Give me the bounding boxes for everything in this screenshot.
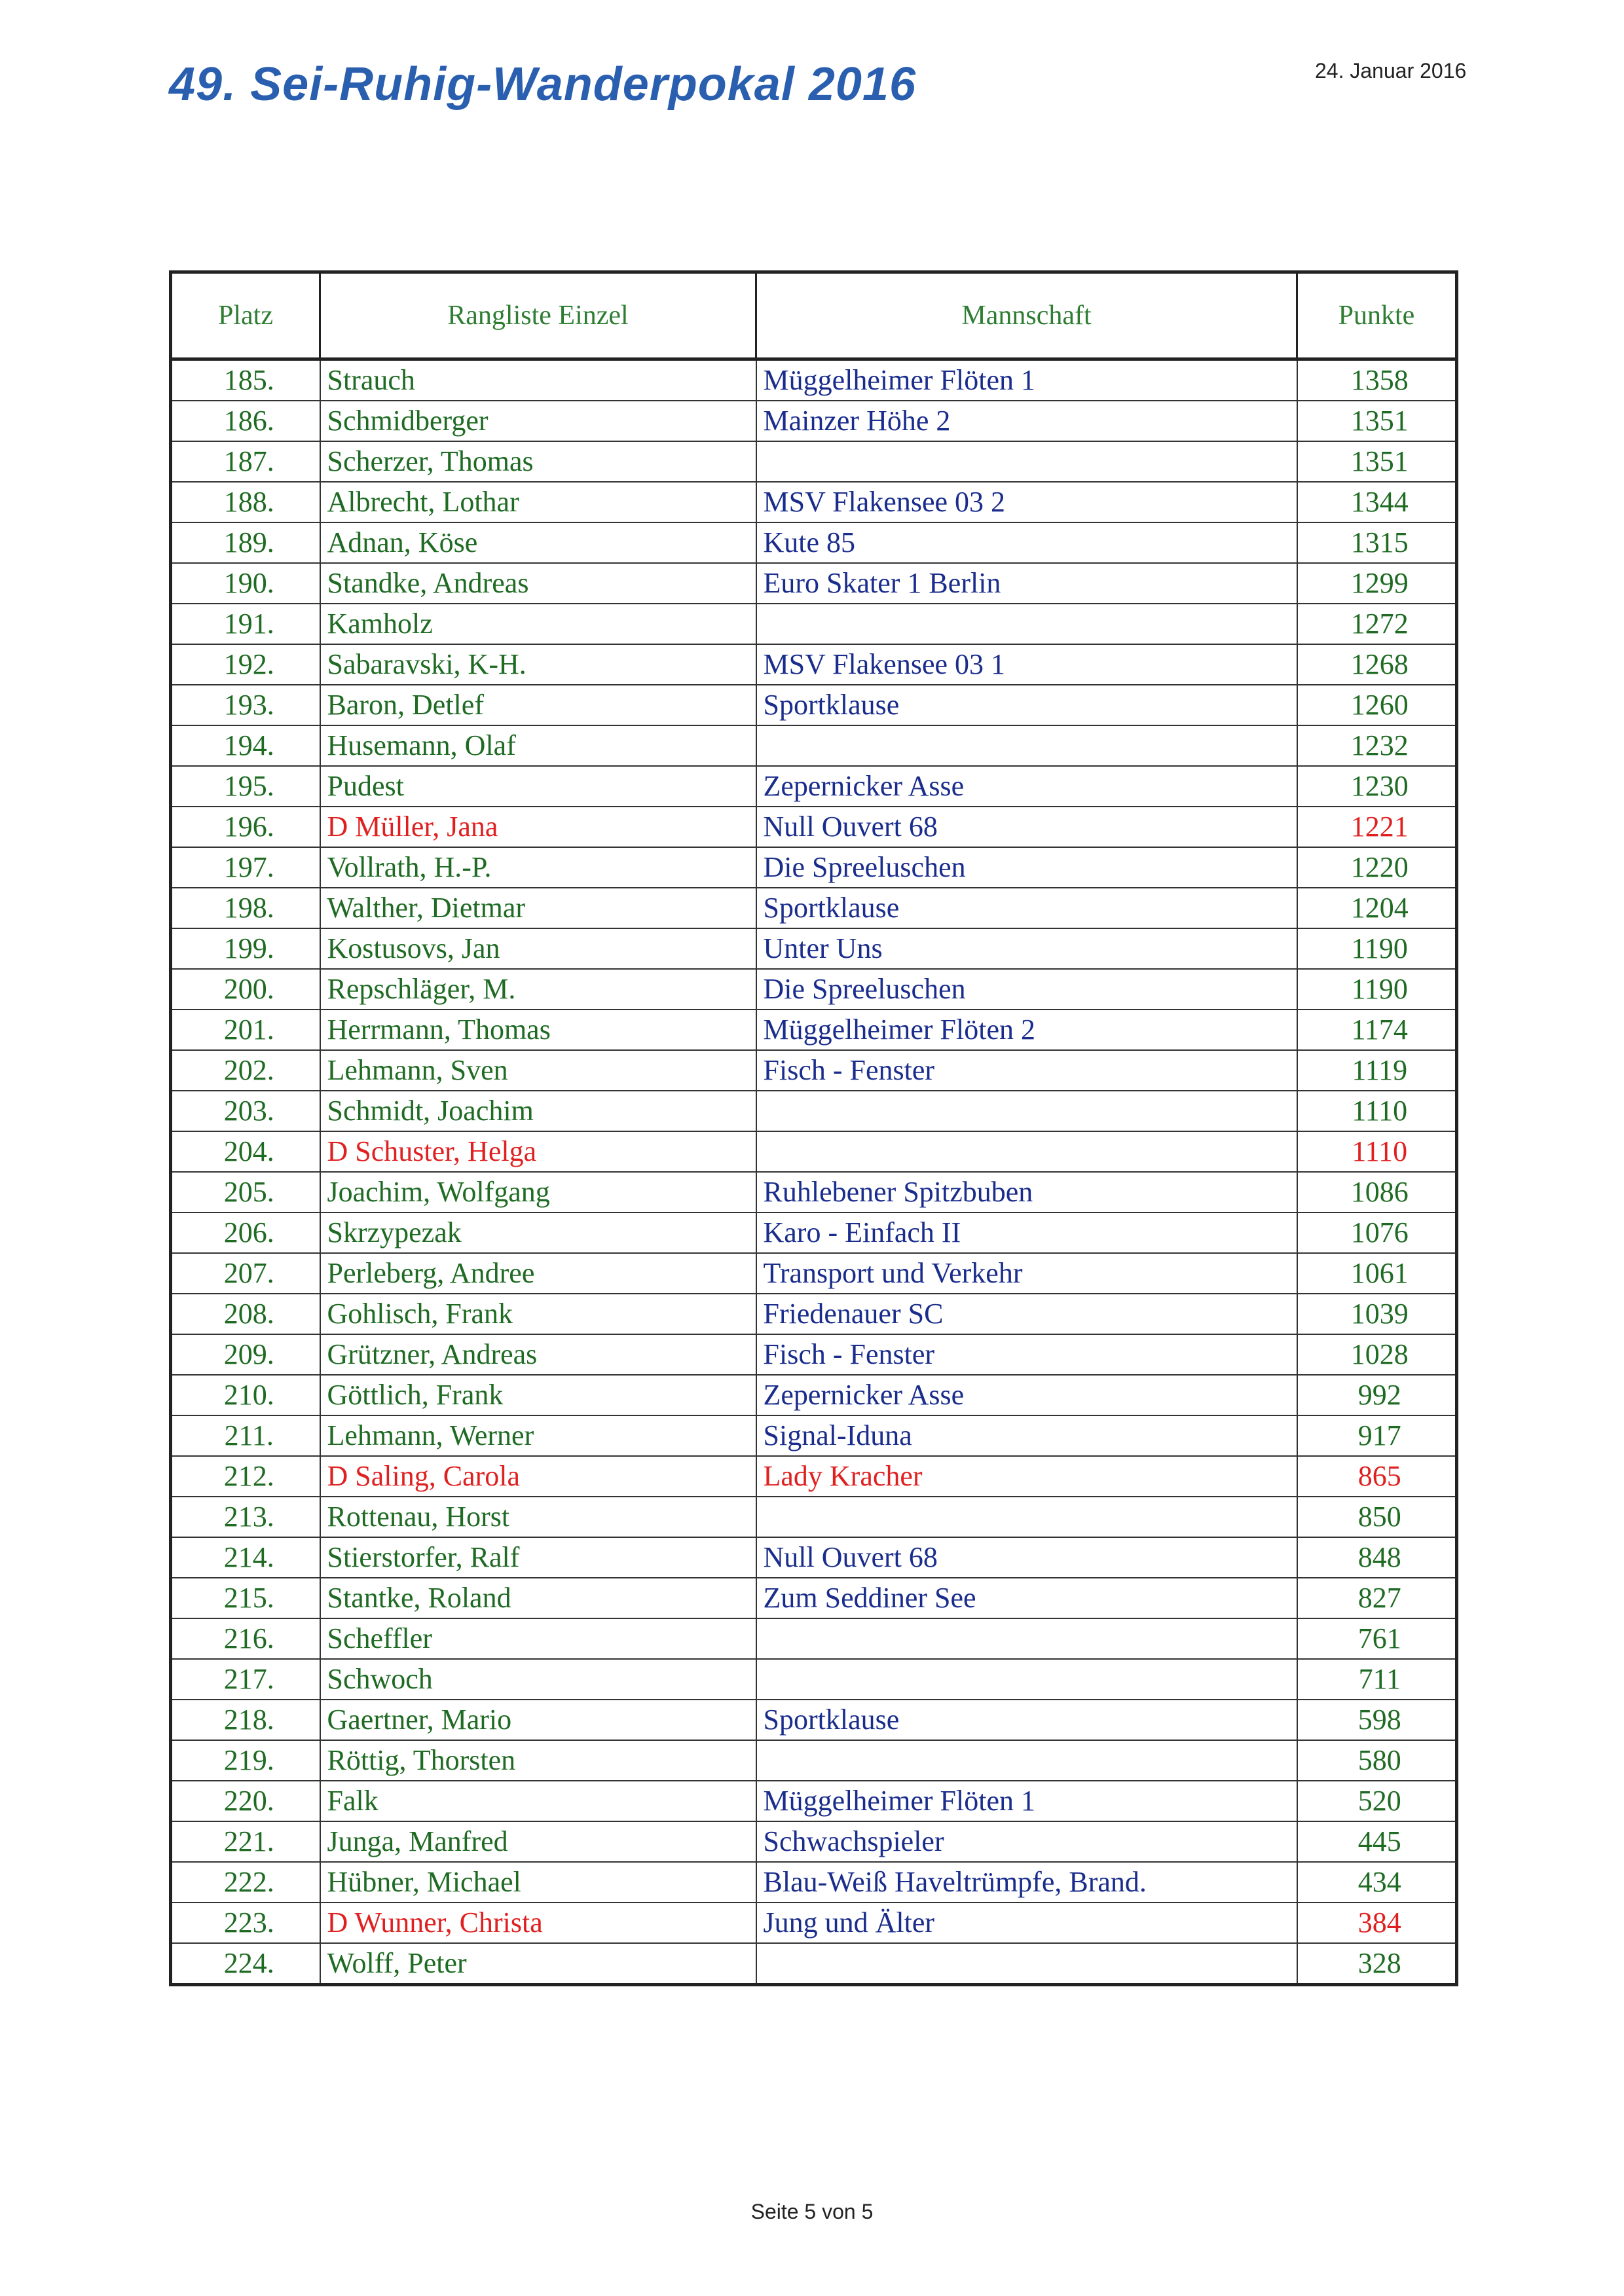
rank-cell: 215. <box>171 1578 320 1618</box>
points-cell: 434 <box>1297 1862 1457 1903</box>
rank-cell: 211. <box>171 1415 320 1456</box>
player-name-cell: Stantke, Roland <box>320 1578 756 1618</box>
rank-cell: 190. <box>171 563 320 604</box>
points-cell: 1061 <box>1297 1253 1457 1294</box>
player-name-cell: Röttig, Thorsten <box>320 1740 756 1781</box>
player-name-cell: Stierstorfer, Ralf <box>320 1537 756 1578</box>
points-cell: 1268 <box>1297 644 1457 685</box>
table-row <box>171 1212 1457 1253</box>
points-cell: 1110 <box>1297 1091 1457 1131</box>
player-name-cell: Gaertner, Mario <box>320 1700 756 1740</box>
column-header-punkte: Punkte <box>1297 272 1457 359</box>
rank-cell: 196. <box>171 807 320 847</box>
rank-cell: 186. <box>171 401 320 441</box>
rank-cell: 192. <box>171 644 320 685</box>
team-cell: Fisch - Fenster <box>756 1050 1297 1091</box>
points-cell: 1358 <box>1297 359 1457 401</box>
rank-cell: 194. <box>171 725 320 766</box>
table-row <box>171 359 1457 401</box>
column-header-rangliste: Rangliste Einzel <box>320 272 756 359</box>
points-cell: 1315 <box>1297 522 1457 563</box>
rank-cell: 202. <box>171 1050 320 1091</box>
team-cell <box>756 1659 1297 1700</box>
team-cell: Die Spreeluschen <box>756 847 1297 888</box>
table-row <box>171 1456 1457 1497</box>
player-name-cell: Hübner, Michael <box>320 1862 756 1903</box>
player-name-cell: D Schuster, Helga <box>320 1131 756 1172</box>
rank-cell: 222. <box>171 1862 320 1903</box>
player-name-cell: Adnan, Köse <box>320 522 756 563</box>
points-cell: 1351 <box>1297 441 1457 482</box>
player-name-cell: D Wunner, Christa <box>320 1903 756 1943</box>
points-cell: 865 <box>1297 1456 1457 1497</box>
team-cell: Zepernicker Asse <box>756 766 1297 807</box>
player-name-cell: Walther, Dietmar <box>320 888 756 928</box>
team-cell: Zum Seddiner See <box>756 1578 1297 1618</box>
team-cell: Müggelheimer Flöten 2 <box>756 1010 1297 1050</box>
table-header-row <box>171 272 1457 359</box>
table-row <box>171 441 1457 482</box>
player-name-cell: Husemann, Olaf <box>320 725 756 766</box>
table-row <box>171 1781 1457 1821</box>
player-name-cell: Wolff, Peter <box>320 1943 756 1985</box>
team-cell: MSV Flakensee 03 2 <box>756 482 1297 522</box>
player-name-cell: Schmidt, Joachim <box>320 1091 756 1131</box>
page-title: 49. Sei-Ruhig-Wanderpokal 2016 <box>169 58 917 111</box>
player-name-cell: Sabaravski, K-H. <box>320 644 756 685</box>
points-cell: 1086 <box>1297 1172 1457 1212</box>
team-cell <box>756 1618 1297 1659</box>
rank-cell: 204. <box>171 1131 320 1172</box>
team-cell <box>756 604 1297 644</box>
column-header-platz: Platz <box>171 272 320 359</box>
rank-cell: 198. <box>171 888 320 928</box>
rank-cell: 206. <box>171 1212 320 1253</box>
table-row <box>171 1537 1457 1578</box>
rank-cell: 216. <box>171 1618 320 1659</box>
player-name-cell: Junga, Manfred <box>320 1821 756 1862</box>
table-row <box>171 847 1457 888</box>
rank-cell: 213. <box>171 1497 320 1537</box>
points-cell: 1204 <box>1297 888 1457 928</box>
points-cell: 328 <box>1297 1943 1457 1985</box>
player-name-cell: Baron, Detlef <box>320 685 756 725</box>
table-row <box>171 1659 1457 1700</box>
player-name-cell: Schwoch <box>320 1659 756 1700</box>
rank-cell: 219. <box>171 1740 320 1781</box>
points-cell: 1028 <box>1297 1334 1457 1375</box>
table-row <box>171 1862 1457 1903</box>
team-cell: Transport und Verkehr <box>756 1253 1297 1294</box>
team-cell: Müggelheimer Flöten 1 <box>756 1781 1297 1821</box>
table-body <box>171 359 1457 1985</box>
rank-cell: 214. <box>171 1537 320 1578</box>
player-name-cell: Gohlisch, Frank <box>320 1294 756 1334</box>
table-row <box>171 1294 1457 1334</box>
table-row <box>171 1091 1457 1131</box>
table-row <box>171 1010 1457 1050</box>
player-name-cell: Falk <box>320 1781 756 1821</box>
table-row <box>171 1050 1457 1091</box>
player-name-cell: Scherzer, Thomas <box>320 441 756 482</box>
team-cell <box>756 1091 1297 1131</box>
team-cell <box>756 441 1297 482</box>
points-cell: 1351 <box>1297 401 1457 441</box>
team-cell: Sportklause <box>756 888 1297 928</box>
table-row <box>171 1943 1457 1985</box>
rank-cell: 218. <box>171 1700 320 1740</box>
table-row <box>171 604 1457 644</box>
table-row <box>171 1131 1457 1172</box>
points-cell: 848 <box>1297 1537 1457 1578</box>
points-cell: 1344 <box>1297 482 1457 522</box>
player-name-cell: Vollrath, H.-P. <box>320 847 756 888</box>
team-cell: Jung und Älter <box>756 1903 1297 1943</box>
rank-cell: 210. <box>171 1375 320 1415</box>
points-cell: 1220 <box>1297 847 1457 888</box>
table-row <box>171 1618 1457 1659</box>
points-cell: 1272 <box>1297 604 1457 644</box>
team-cell <box>756 1497 1297 1537</box>
team-cell: Mainzer Höhe 2 <box>756 401 1297 441</box>
team-cell <box>756 1131 1297 1172</box>
table-row <box>171 644 1457 685</box>
rank-cell: 221. <box>171 1821 320 1862</box>
points-cell: 1190 <box>1297 928 1457 969</box>
page-number: Seite 5 von 5 <box>750 2200 874 2223</box>
table-row <box>171 1415 1457 1456</box>
table-row <box>171 1700 1457 1740</box>
column-header-mannschaft: Mannschaft <box>756 272 1297 359</box>
rank-cell: 187. <box>171 441 320 482</box>
rank-cell: 212. <box>171 1456 320 1497</box>
team-cell: Signal-Iduna <box>756 1415 1297 1456</box>
table-row <box>171 766 1457 807</box>
rank-cell: 209. <box>171 1334 320 1375</box>
points-cell: 384 <box>1297 1903 1457 1943</box>
points-cell: 850 <box>1297 1497 1457 1537</box>
team-cell: Müggelheimer Flöten 1 <box>756 359 1297 401</box>
team-cell: Ruhlebener Spitzbuben <box>756 1172 1297 1212</box>
table-row <box>171 1334 1457 1375</box>
rank-cell: 205. <box>171 1172 320 1212</box>
rank-cell: 201. <box>171 1010 320 1050</box>
points-cell: 1076 <box>1297 1212 1457 1253</box>
points-cell: 1039 <box>1297 1294 1457 1334</box>
team-cell <box>756 1740 1297 1781</box>
rank-cell: 200. <box>171 969 320 1010</box>
points-cell: 1119 <box>1297 1050 1457 1091</box>
points-cell: 1110 <box>1297 1131 1457 1172</box>
rank-cell: 224. <box>171 1943 320 1985</box>
player-name-cell: Skrzypezak <box>320 1212 756 1253</box>
table-row <box>171 969 1457 1010</box>
team-cell: Kute 85 <box>756 522 1297 563</box>
table-row <box>171 1740 1457 1781</box>
points-cell: 445 <box>1297 1821 1457 1862</box>
team-cell: Null Ouvert 68 <box>756 1537 1297 1578</box>
table-row <box>171 725 1457 766</box>
points-cell: 827 <box>1297 1578 1457 1618</box>
player-name-cell: Repschläger, M. <box>320 969 756 1010</box>
table-row <box>171 685 1457 725</box>
team-cell: Sportklause <box>756 1700 1297 1740</box>
player-name-cell: Grützner, Andreas <box>320 1334 756 1375</box>
table-row <box>171 1253 1457 1294</box>
table-row <box>171 1903 1457 1943</box>
player-name-cell: Scheffler <box>320 1618 756 1659</box>
player-name-cell: Strauch <box>320 359 756 401</box>
rank-cell: 208. <box>171 1294 320 1334</box>
points-cell: 1230 <box>1297 766 1457 807</box>
player-name-cell: Herrmann, Thomas <box>320 1010 756 1050</box>
player-name-cell: Perleberg, Andree <box>320 1253 756 1294</box>
points-cell: 580 <box>1297 1740 1457 1781</box>
table-row <box>171 888 1457 928</box>
points-cell: 1260 <box>1297 685 1457 725</box>
points-cell: 992 <box>1297 1375 1457 1415</box>
rank-cell: 195. <box>171 766 320 807</box>
table-row <box>171 1375 1457 1415</box>
table-row <box>171 807 1457 847</box>
player-name-cell: Göttlich, Frank <box>320 1375 756 1415</box>
rank-cell: 188. <box>171 482 320 522</box>
table-row <box>171 482 1457 522</box>
points-cell: 761 <box>1297 1618 1457 1659</box>
rank-cell: 207. <box>171 1253 320 1294</box>
rank-cell: 199. <box>171 928 320 969</box>
team-cell: Zepernicker Asse <box>756 1375 1297 1415</box>
points-cell: 711 <box>1297 1659 1457 1700</box>
team-cell: Friedenauer SC <box>756 1294 1297 1334</box>
rank-cell: 223. <box>171 1903 320 1943</box>
rank-cell: 203. <box>171 1091 320 1131</box>
player-name-cell: Lehmann, Sven <box>320 1050 756 1091</box>
player-name-cell: Kamholz <box>320 604 756 644</box>
rank-cell: 217. <box>171 1659 320 1700</box>
table-row <box>171 1578 1457 1618</box>
team-cell: Unter Uns <box>756 928 1297 969</box>
points-cell: 520 <box>1297 1781 1457 1821</box>
player-name-cell: D Müller, Jana <box>320 807 756 847</box>
rank-cell: 193. <box>171 685 320 725</box>
team-cell: Fisch - Fenster <box>756 1334 1297 1375</box>
table-row <box>171 1497 1457 1537</box>
team-cell <box>756 725 1297 766</box>
table-row <box>171 401 1457 441</box>
table-row <box>171 563 1457 604</box>
team-cell: MSV Flakensee 03 1 <box>756 644 1297 685</box>
table-row <box>171 1821 1457 1862</box>
points-cell: 1299 <box>1297 563 1457 604</box>
team-cell: Karo - Einfach II <box>756 1212 1297 1253</box>
player-name-cell: D Saling, Carola <box>320 1456 756 1497</box>
player-name-cell: Rottenau, Horst <box>320 1497 756 1537</box>
rank-cell: 189. <box>171 522 320 563</box>
table-row <box>171 522 1457 563</box>
team-cell: Lady Kracher <box>756 1456 1297 1497</box>
rank-cell: 191. <box>171 604 320 644</box>
points-cell: 1190 <box>1297 969 1457 1010</box>
rank-cell: 220. <box>171 1781 320 1821</box>
team-cell: Schwachspieler <box>756 1821 1297 1862</box>
points-cell: 917 <box>1297 1415 1457 1456</box>
rank-cell: 185. <box>171 359 320 401</box>
team-cell: Die Spreeluschen <box>756 969 1297 1010</box>
player-name-cell: Joachim, Wolfgang <box>320 1172 756 1212</box>
team-cell: Euro Skater 1 Berlin <box>756 563 1297 604</box>
document-date: 24. Januar 2016 <box>1315 59 1467 82</box>
player-name-cell: Albrecht, Lothar <box>320 482 756 522</box>
team-cell: Sportklause <box>756 685 1297 725</box>
points-cell: 1232 <box>1297 725 1457 766</box>
table-row <box>171 1172 1457 1212</box>
team-cell: Null Ouvert 68 <box>756 807 1297 847</box>
points-cell: 1174 <box>1297 1010 1457 1050</box>
ranking-table <box>169 270 1458 1986</box>
points-cell: 1221 <box>1297 807 1457 847</box>
table-row <box>171 928 1457 969</box>
team-cell <box>756 1943 1297 1985</box>
player-name-cell: Schmidberger <box>320 401 756 441</box>
points-cell: 598 <box>1297 1700 1457 1740</box>
player-name-cell: Lehmann, Werner <box>320 1415 756 1456</box>
player-name-cell: Pudest <box>320 766 756 807</box>
player-name-cell: Kostusovs, Jan <box>320 928 756 969</box>
team-cell: Blau-Weiß Haveltrümpfe, Brand. <box>756 1862 1297 1903</box>
player-name-cell: Standke, Andreas <box>320 563 756 604</box>
rank-cell: 197. <box>171 847 320 888</box>
